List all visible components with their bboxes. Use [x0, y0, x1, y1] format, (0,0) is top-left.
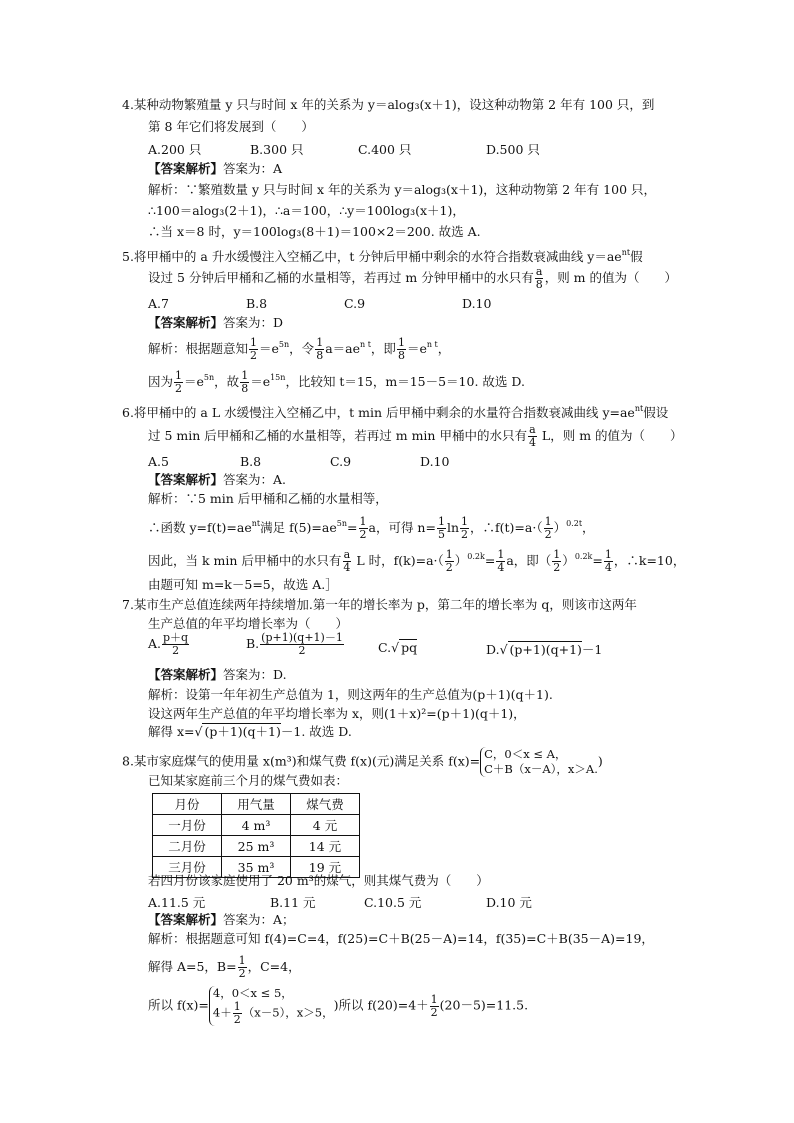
q7-option-a: A. $\frac{p+q}{2}$ — [148, 631, 189, 657]
q5-solution-line1: 解析：根据题意知 $\frac{1}{2}$ $=e^{5n}$，令 $\frac{1}{8}$ $a=ae^{n t}$，即 $\frac{1}{8}$ $=e^{n t}$， — [148, 336, 451, 362]
q4-option-a: A.200 只 — [148, 142, 202, 157]
q4-solution-line1: 解析：∵繁殖数量 y 只与时间 x 年的关系为 y＝alog₃(x＋1)，这种动物第 2 年有 100 只， — [148, 182, 656, 197]
q5-stem-text: 5.将甲桶中的 a 升水缓慢注入空桶乙中，t 分钟后甲桶中剩余的水符合指数衰减曲线 y＝ae — [122, 249, 622, 264]
answer-tag: 【答案解析】 — [148, 161, 224, 176]
q5-fraction: $\frac{a}{8}$ — [535, 265, 543, 291]
q5-answer — [148, 315, 283, 331]
q8-solution-line3: 所以 f(x)= 4，0＜x ≤ 5， 4＋ $\frac{1}{2}$ （x－5），x＞5， )所以 f(20)=4＋ $\frac{1}{2}$ (20－5)=11.5. — [148, 986, 529, 1026]
q8-stem-line3: 若四月份该家庭使用了 20 m³的煤气，则其煤气费为（ ） — [148, 873, 489, 888]
q4-option-b: B.300 只 — [250, 142, 304, 157]
q6-solution-line2: ∴函数 $y=f(t)=ae^{nt}$满足 $f(5)=ae^{5n}=$ $\frac{1}{2}$ a，可得 n= $\frac{1}{5}$ ln $\frac{1}{2}$ ，∴f(t)=a·（ $\frac{1}{2}$ ）$^{0.2t}$， — [148, 515, 595, 541]
q4-answer — [148, 161, 282, 177]
gas-fee-table — [152, 793, 360, 878]
q7-solution-line2: 设这两年生产总值的年平均增长率为 x，则(1＋x)²=(p＋1)(q＋1)， — [148, 706, 526, 721]
answer-text: 答案为：D — [223, 315, 284, 330]
q5-stem-line2 — [148, 266, 677, 291]
q6-option-a: A.5 — [148, 454, 169, 469]
q8-answer: 【答案解析】答案为：A； — [148, 912, 295, 927]
q6-stem-line1: 6.将甲桶中的 a L 水缓慢注入空桶乙中，t min 后甲桶中剩余的水量符合指数衰减曲线 $y=ae^{nt}$假设 — [122, 404, 669, 420]
q7-option-d: D.√ (p+1)(q+1)－1 — [486, 642, 603, 657]
table-cell: 一月份 — [153, 815, 222, 836]
table-header-cell: 用气量 — [222, 794, 291, 815]
answer-tag: 【答案解析】 — [148, 315, 224, 330]
q8-stem-line1: 8.某市家庭煤气的使用量 x(m³)和煤气费 f(x)(元)满足关系 f(x)= C，0＜x ≤ A， C＋B（x－A），x＞A. ) — [122, 747, 603, 776]
q6-option-c: C.9 — [330, 454, 352, 469]
table-cell: 35 m³ — [222, 857, 291, 878]
q5-stem-text3: ，则 m 的值为（ ） — [544, 270, 678, 285]
q5-option-b: B.8 — [246, 296, 268, 311]
q5-exponent: nt — [621, 248, 631, 257]
q6-solution-line4: 由题可知 m=k－5=5，故选 A.］ — [148, 577, 338, 592]
table-header-cell: 月份 — [153, 794, 222, 815]
table-cell: 二月份 — [153, 836, 222, 857]
q7-stem-line2: 生产总值的年平均增长率为（ ） — [148, 616, 349, 631]
table-header-row — [153, 794, 360, 815]
q5-solution-line2: 因为 $\frac{1}{2}$ $=e^{5n}$，故 $\frac{1}{8}$ $=e^{15n}$，比较知 t＝15，m＝15－5＝10. 故选 D. — [148, 369, 525, 395]
table-cell: 14 元 — [291, 836, 360, 857]
q7-answer: 【答案解析】答案为：D. — [148, 667, 287, 682]
q5-stem-end: 假 — [630, 249, 643, 264]
q4-solution-line3: ∴当 x＝8 时，y＝100log₃(8＋1)＝100×2＝200. 故选 A. — [148, 224, 481, 239]
q4-option-c: C.400 只 — [358, 142, 412, 157]
q8-solution-line1: 解析：根据题意可知 f(4)=C=4，f(25)=C＋B(25－A)=14，f(35)=C＋B(35－A)=19， — [148, 931, 654, 946]
q6-stem-line2: 过 5 min 后甲桶和乙桶的水量相等，若再过 m min 甲桶中的水只有 $\frac{a}{4}$ L，则 m 的值为（ ） — [148, 423, 683, 449]
q6-solution-line3: 因此，当 k min 后甲桶中的水只有 $\frac{a}{4}$ L 时，f(k)=a·（ $\frac{1}{2}$ ）$^{0.2k}$= $\frac{1}{4}$ a，即（ $\frac{1}{2}$ ）$^{0.2k}$= $\frac{1}{4}$ ，∴k=10， — [148, 548, 686, 574]
q8-option-d: D.10 元 — [486, 895, 532, 910]
table-row — [153, 836, 360, 857]
q5-stem-line1 — [122, 245, 643, 265]
q6-option-b: B.8 — [240, 454, 262, 469]
q4-stem-line2: 第 8 年它们将发展到（ ） — [148, 119, 314, 134]
table-row — [153, 815, 360, 836]
q5-option-c: C.9 — [344, 296, 366, 311]
q4-stem-line1: 4.某种动物繁殖量 y 只与时间 x 年的关系为 y＝alog₃(x＋1)，设这种动物第 2 年有 100 只，到 — [122, 97, 655, 112]
q6-option-d: D.10 — [420, 454, 450, 469]
answer-text: 答案为：A — [223, 161, 283, 176]
q8-option-b: B.11 元 — [270, 895, 316, 910]
q5-option-d: D.10 — [462, 296, 492, 311]
q8-option-a: A.11.5 元 — [148, 895, 206, 910]
q6-solution-line1: 解析：∵5 min 后甲桶和乙桶的水量相等， — [148, 491, 388, 506]
table-cell: 19 元 — [291, 857, 360, 878]
q8-piecewise: C，0＜x ≤ A， C＋B（x－A），x＞A. — [480, 747, 598, 777]
q7-option-b: B. $\frac{(p+1)(q+1)-1}{2}$ — [246, 631, 343, 657]
table-cell: 4 元 — [291, 815, 360, 836]
table-header-cell: 煤气费 — [291, 794, 360, 815]
table-cell: 三月份 — [153, 857, 222, 878]
table-cell: 4 m³ — [222, 815, 291, 836]
q5-option-a: A.7 — [148, 296, 169, 311]
q8-solution-piecewise: 4，0＜x ≤ 5， 4＋ $\frac{1}{2}$ （x－5），x＞5， — [209, 986, 334, 1026]
q7-option-c: C.√ pq — [378, 640, 418, 655]
q7-stem-line1: 7.某市生产总值连续两年持续增加.第一年的增长率为 p，第二年的增长率为 q，则该市这两年 — [122, 597, 637, 612]
q5-stem-text2: 设过 5 分钟后甲桶和乙桶的水量相等，若再过 m 分钟甲桶中的水只有 — [148, 270, 534, 285]
q7-solution-line1: 解析：设第一年年初生产总值为 1，则这两年的生产总值为(p＋1)(q＋1). — [148, 687, 553, 702]
q6-answer: 【答案解析】答案为：A. — [148, 472, 287, 487]
q8-stem-line2: 已知某家庭前三个月的煤气费如表： — [148, 773, 349, 788]
table-cell: 25 m³ — [222, 836, 291, 857]
q8-solution-line2: 解得 A=5，B= $\frac{1}{2}$ ，C=4， — [148, 954, 301, 980]
q8-option-c: C.10.5 元 — [364, 895, 422, 910]
q7-solution-line3: 解得 x=√ (p＋1)(q＋1)－1. 故选 D. — [148, 724, 352, 739]
q4-solution-line2: ∴100＝alog₃(2＋1)，∴a＝100，∴y＝100log₃(x＋1)， — [148, 203, 465, 218]
q4-option-d: D.500 只 — [486, 142, 540, 157]
